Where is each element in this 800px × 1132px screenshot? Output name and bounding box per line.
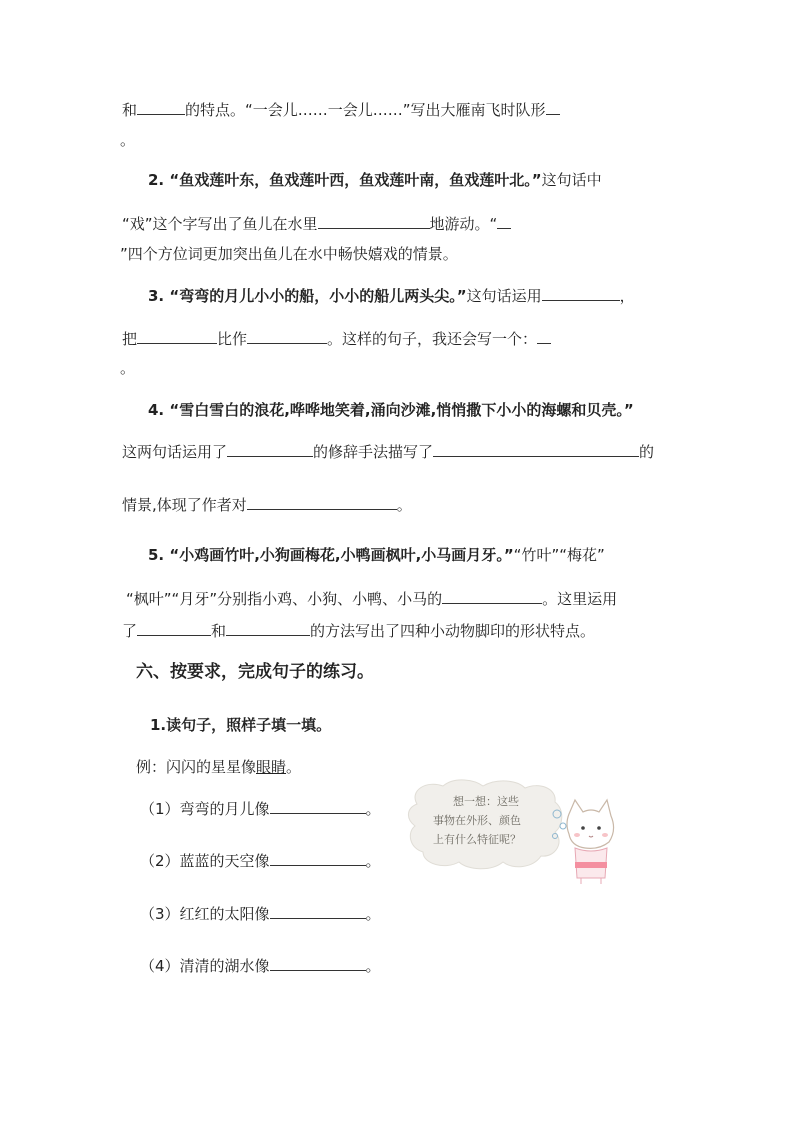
prev-line-2: 。 xyxy=(120,131,136,149)
q5-line-1: 5. “小鸡画竹叶,小狗画梅花,小鸭画枫叶,小马画月牙。”“竹叶”“梅花” xyxy=(148,546,605,564)
fill-item-3: （3）红红的太阳像 。 xyxy=(140,905,381,923)
answer-blank[interactable] xyxy=(270,955,366,971)
example-word: 眼睛 xyxy=(256,758,287,776)
answer-blank[interactable] xyxy=(270,798,366,814)
answer-blank[interactable] xyxy=(270,903,366,919)
fill-item-2: （2）蓝蓝的天空像 。 xyxy=(140,852,381,870)
thought-bubble-illustration xyxy=(405,778,615,886)
blank[interactable] xyxy=(137,99,185,115)
q3-line-3: 。 xyxy=(120,359,136,377)
blank[interactable] xyxy=(433,441,639,457)
blank[interactable] xyxy=(247,494,397,510)
bubble-text: 想一想：这些 事物在外形、颜色 上有什么特征呢？ xyxy=(433,795,521,846)
prev-line-1: 和 的特点。“一会儿……一会儿……”写出大雁南飞时队形 xyxy=(122,99,560,120)
section-6-subtitle: 1.读句子，照样子填一填。 xyxy=(150,716,332,734)
q5-line-3: 了 和 的方法写出了四种小动物脚印的形状特点。 xyxy=(122,622,596,640)
blank[interactable] xyxy=(537,328,551,344)
blank[interactable] xyxy=(546,99,560,115)
example-line: 例：闪闪的星星像眼睛。 xyxy=(136,758,302,776)
blank[interactable] xyxy=(247,328,327,344)
blank[interactable] xyxy=(137,328,217,344)
q2-line-1: 2. “鱼戏莲叶东，鱼戏莲叶西，鱼戏莲叶南，鱼戏莲叶北。”这句话中 xyxy=(148,171,602,189)
q2-line-2: “戏”这个字写出了鱼儿在水里 地游动。“ xyxy=(122,213,511,234)
q4-line-2: 这两句话运用了 的修辞手法描写了 的 xyxy=(122,443,655,461)
fill-item-1: （1）弯弯的月儿像 。 xyxy=(140,800,381,818)
blank[interactable] xyxy=(318,213,430,229)
q5-line-2: “枫叶”“月牙”分别指小鸡、小狗、小鸭、小马的 。这里运用 xyxy=(126,590,618,608)
blank[interactable] xyxy=(497,213,511,229)
q2-line-3: ”四个方位词更加突出鱼儿在水中畅快嬉戏的情景。 xyxy=(120,245,458,263)
blank[interactable] xyxy=(226,620,310,636)
q3-line-1: 3. “弯弯的月儿小小的船，小小的船儿两头尖。”这句话运用 ， xyxy=(148,287,635,305)
blank[interactable] xyxy=(137,620,211,636)
q4-line-3: 情景,体现了作者对 。 xyxy=(122,496,412,514)
blank[interactable] xyxy=(542,285,620,301)
blank[interactable] xyxy=(227,441,313,457)
q3-line-2: 把 比作 。这样的句子，我还会写一个： xyxy=(122,328,551,349)
section-6-title: 六、按要求，完成句子的练习。 xyxy=(136,662,374,682)
blank[interactable] xyxy=(442,588,542,604)
answer-blank[interactable] xyxy=(270,850,366,866)
fill-item-4: （4）清清的湖水像 。 xyxy=(140,957,381,975)
q4-line-1: 4. “雪白雪白的浪花,哗哗地笑着,涌向沙滩,悄悄撒下小小的海螺和贝壳。” xyxy=(148,401,634,419)
